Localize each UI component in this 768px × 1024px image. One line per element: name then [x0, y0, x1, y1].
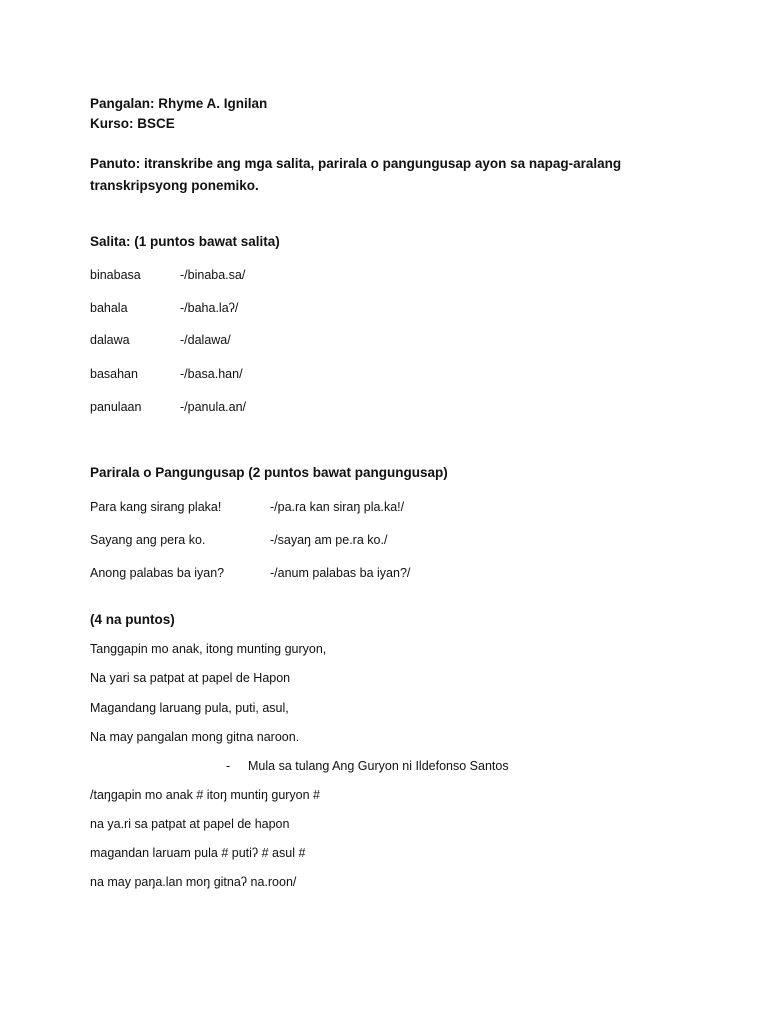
attribution-dash: -	[226, 759, 231, 773]
poem-line: Na yari sa patpat at papel de Hapon	[90, 671, 291, 685]
word: panulaan	[90, 400, 142, 414]
phrase: Para kang sirang plaka!	[90, 500, 222, 514]
phrase-transcription: -/anum palabas ba iyan?/	[270, 566, 411, 580]
poem-line: Magandang laruang pula, puti, asul,	[90, 701, 289, 715]
word-transcription: -/panula.an/	[180, 400, 247, 414]
phrase-transcription: -/sayaŋ am pe.ra ko./	[270, 533, 388, 547]
word-transcription: -/basa.han/	[180, 367, 243, 381]
instructions-line-1: Panuto: itranskribe ang mga salita, parirala o pangungusap ayon sa napag-aralang	[90, 156, 622, 171]
attribution-text: Mula sa tulang Ang Guryon ni Ildefonso Santos	[248, 759, 509, 773]
poem-heading: (4 na puntos)	[90, 612, 175, 627]
phrases-heading: Parirala o Pangungusap (2 puntos bawat pangungusap)	[90, 465, 448, 480]
poem-transcription-line: na ya.ri sa patpat at papel de hapon	[90, 817, 290, 831]
poem-transcription-line: magandan laruam pula # putiʔ # asul #	[90, 846, 306, 860]
poem-transcription-line: /taŋgapin mo anak # itoŋ muntiŋ guryon #	[90, 788, 321, 802]
word: bahala	[90, 301, 128, 315]
word-transcription: -/dalawa/	[180, 333, 231, 347]
word-transcription: -/binaba.sa/	[180, 268, 246, 282]
student-name: Pangalan: Rhyme A. Ignilan	[90, 96, 268, 111]
phrase: Sayang ang pera ko.	[90, 533, 206, 547]
word: binabasa	[90, 268, 141, 282]
poem-transcription-line: na may paŋa.lan moŋ gitnaʔ na.roon/	[90, 875, 297, 889]
word: basahan	[90, 367, 138, 381]
poem-line: Tanggapin mo anak, itong munting guryon,	[90, 642, 327, 656]
student-course: Kurso: BSCE	[90, 116, 175, 131]
words-heading: Salita: (1 puntos bawat salita)	[90, 234, 280, 249]
word-transcription: -/baha.laʔ/	[180, 301, 239, 315]
instructions-line-2: transkripsyong ponemiko.	[90, 178, 259, 193]
phrase: Anong palabas ba iyan?	[90, 566, 225, 580]
poem-line: Na may pangalan mong gitna naroon.	[90, 730, 300, 744]
phrase-transcription: -/pa.ra kan siraŋ pla.ka!/	[270, 500, 405, 514]
word: dalawa	[90, 333, 130, 347]
